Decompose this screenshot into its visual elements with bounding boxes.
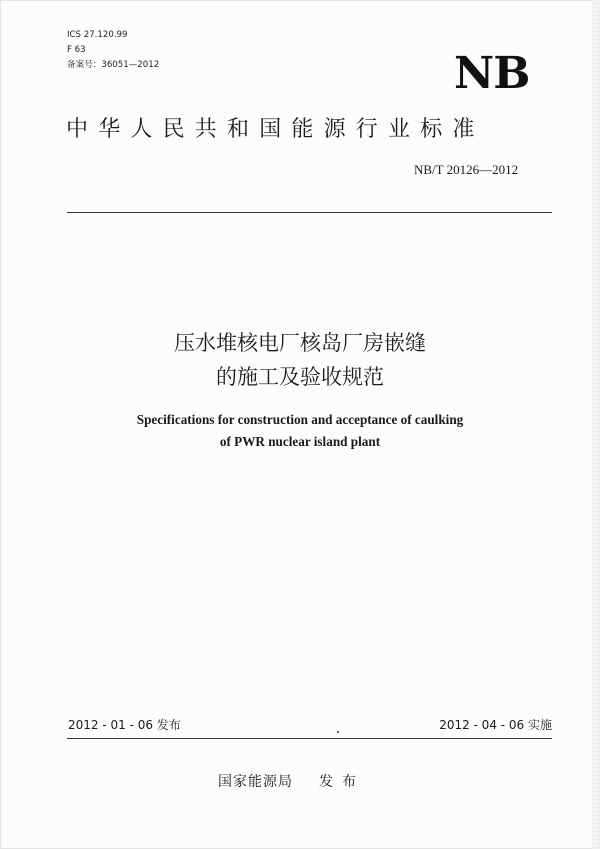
header-divider [67, 212, 552, 213]
category-code: F 63 [67, 45, 86, 55]
title-cn-line1: 压水堆核电厂核岛厂房嵌缝 [174, 331, 426, 355]
publisher-line [218, 771, 365, 791]
title-en-line1: Specifications for construction and acceptance of caulking [136, 412, 464, 427]
title-english [0, 409, 600, 453]
publisher-name: 国家能源局 [218, 774, 293, 790]
footer-divider [67, 738, 552, 739]
classification-block [67, 28, 159, 73]
standard-number: NB/T 20126—2012 [414, 162, 519, 177]
issue-date: 2012 - 01 - 06 发布 [68, 718, 181, 732]
title-cn-line2: 的施工及验收规范 [216, 365, 384, 389]
nb-logo: NB [454, 48, 530, 99]
filing-number: 备案号：36051—2012 [67, 60, 160, 70]
organization-title: 中华人民共和国能源行业标准 [66, 117, 485, 142]
center-dot [337, 731, 339, 733]
publisher-action: 发布 [319, 774, 365, 790]
ics-code: ICS 27.120.99 [67, 30, 128, 40]
title-chinese [0, 326, 600, 394]
title-en-line2: of PWR nuclear island plant [219, 434, 381, 449]
implement-date: 2012 - 04 - 06 实施 [439, 718, 552, 732]
